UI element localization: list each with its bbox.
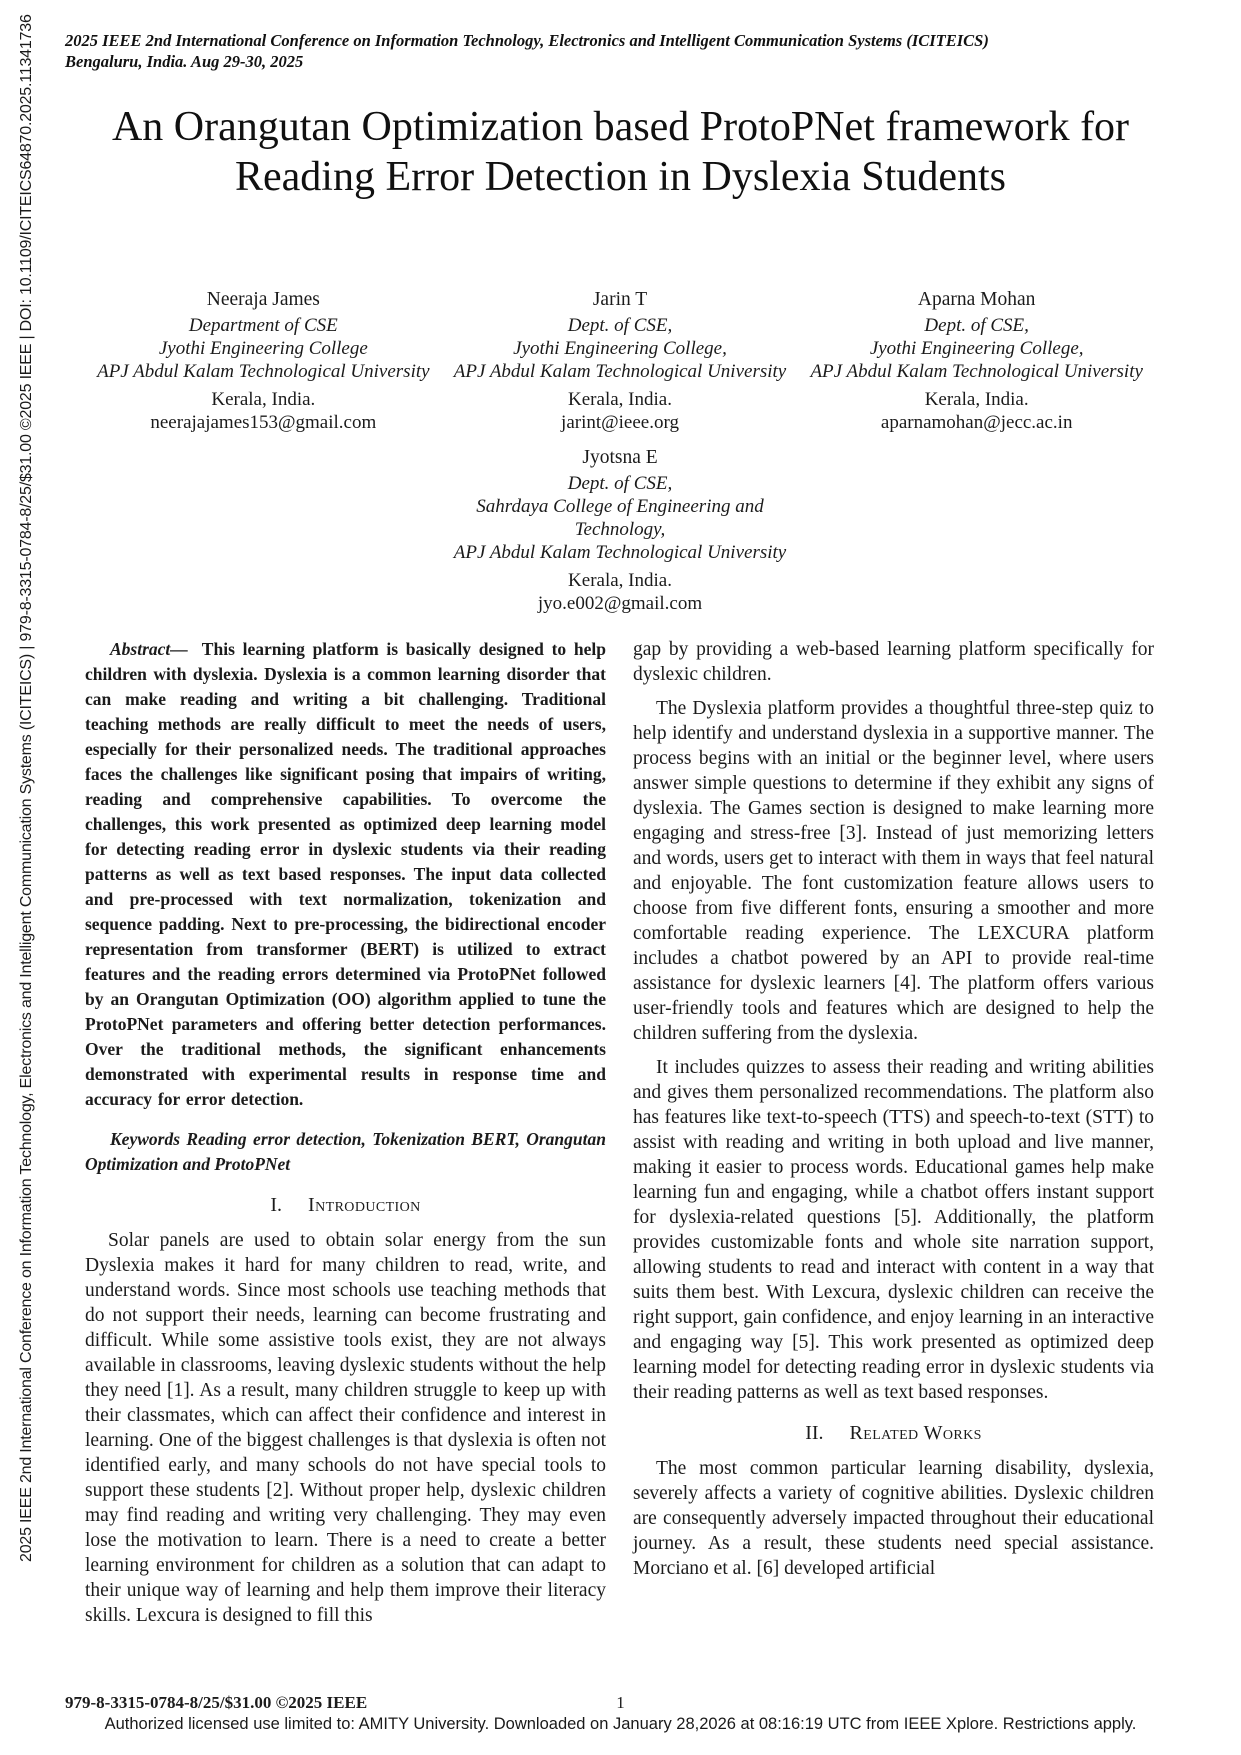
abstract-text: This learning platform is basically designed to help children with dyslexia. Dyslexia is a common learning disorder that can make reading and writing a bit challenging. Traditional teaching methods are really difficult to meet the needs of users, especially for their personalized needs. The traditional approaches faces the challenges like significant posing that impairs of writing, reading and comprehensive capabilities. To overcome the challenges, this work presented as optimized deep learning model for detecting reading error in dyslexic students via their reading patterns as well as text based responses. The input data collected and pre-processed with text normalization, tokenization and sequence padding. Next to pre-processing, the bidirectional encoder representation from transformer (BERT) is utilized to extract features and the reading errors determined via ProtoPNet followed by an Orangutan Optimization (OO) algorithm applied to tune the ProtoPNet parameters and offering better detection performances. Over the traditional methods, the significant enhancements demonstrated with experimental results in response time and accuracy for error detection. bbox=[85, 639, 606, 1109]
related-works-paragraph: The most common particular learning disability, dyslexia, severely affects a variety of cognitive abilities. Dyslexic children are consequently adversely impacted throughout their educational journey. As a result, these students need special assistance. Morciano et al. [6] developed artificial bbox=[633, 1458, 1154, 1579]
author-block-neeraja-james bbox=[97, 288, 429, 434]
introduction-paragraph-continuation: gap by providing a web-based learning platform specifically for dyslexic children. bbox=[633, 639, 1154, 685]
section-1-heading bbox=[85, 1193, 606, 1218]
author-university: APJ Abdul Kalam Technological University bbox=[810, 361, 1143, 382]
author-email: jyo.e002@gmail.com bbox=[537, 593, 703, 614]
author-dept: Dept. of CSE, bbox=[924, 315, 1029, 336]
author-column-3 bbox=[798, 288, 1155, 615]
author-university: APJ Abdul Kalam Technological University bbox=[453, 542, 787, 563]
author-college: Jyothi Engineering College, bbox=[869, 338, 1084, 359]
author-name: Jarin T bbox=[592, 289, 648, 310]
author-block-jyotsna-e bbox=[442, 446, 799, 615]
platform-features-paragraph: It includes quizzes to assess their reading and writing abilities and gives them personalized recommendations. The platform also has features like text-to-speech (TTS) and speech-to-text (STT) to assist with reading and writing in both upload and live manner, making it easier to process words. Educational games help make learning fun and engaging, while a chatbot offers instant support for dyslexia-related questions [5]. Additionally, the platform provides customizable fonts and whole site narration support, allowing students to read and interact with content in a way that suits them best. With Lexcura, dyslexic children can receive the right support, gain confidence, and enjoy learning in an interactive and engaging way [5]. This work presented as optimized deep learning model for detecting reading error in dyslexic students via their reading patterns as well as text based responses. bbox=[633, 1057, 1154, 1403]
author-location: Kerala, India. bbox=[211, 389, 316, 410]
author-university: APJ Abdul Kalam Technological University bbox=[453, 361, 787, 382]
author-column-1 bbox=[85, 288, 442, 615]
section-2-title: Related Works bbox=[849, 1422, 982, 1444]
author-dept: Department of CSE bbox=[188, 315, 338, 336]
section-2-heading bbox=[633, 1421, 1154, 1446]
author-block-aparna-mohan bbox=[810, 288, 1142, 434]
conference-venue-date: Bengaluru, India. Aug 29-30, 2025 bbox=[65, 52, 304, 71]
author-location: Kerala, India. bbox=[568, 389, 672, 410]
keywords: Keywords Reading error detection, Tokenization BERT, Orangutan Optimization and ProtoPNet bbox=[85, 1129, 606, 1174]
page-number: 1 bbox=[616, 1693, 625, 1712]
footer-copyright: 979-8-3315-0784-8/25/$31.00 ©2025 IEEE bbox=[65, 1693, 368, 1712]
author-university: APJ Abdul Kalam Technological University bbox=[97, 361, 430, 382]
platform-overview-paragraph: The Dyslexia platform provides a thoughtful three-step quiz to help identify and understand dyslexia in a supportive manner. The process begins with an initial or the beginner level, where users answer simple questions to determine if they exhibit any signs of dyslexia. The Games section is designed to make learning more engaging and stress-free [3]. Instead of just memorizing letters and words, users get to interact with them in ways that feel natural and enjoyable. The font customization feature allows users to choose from five different fonts, ensuring a smoother and more comfortable reading experience. The LEXCURA platform includes a chatbot powered by an API to provide real-time assistance for dyslexic learners [4]. The platform offers various user-friendly tools and features which are designed to help the children suffering from the dyslexia. bbox=[633, 698, 1154, 1044]
author-location: Kerala, India. bbox=[924, 389, 1029, 410]
abstract-label: Abstract— bbox=[110, 639, 188, 659]
section-1-title: Introduction bbox=[308, 1194, 421, 1216]
right-column bbox=[633, 637, 1154, 1590]
author-college: Jyothi Engineering College, bbox=[513, 338, 727, 359]
sidebar-citation-text: 2025 IEEE 2nd International Conference on Information Technology, Electronics and Intelligent Communication Systems (ICITEICS) | 979-8-3315-0784-8/25/$31.00 ©2025 IEEE | DOI: 10.1109/ICITEICS64870.2025.11341736 bbox=[18, 14, 35, 1562]
author-college: Jyothi Engineering College bbox=[158, 338, 368, 359]
left-column bbox=[85, 637, 606, 1637]
introduction-paragraph: Solar panels are used to obtain solar energy from the sun Dyslexia makes it hard for many children to read, write, and understand words. Since most schools use teaching methods that do not support their needs, learning can become frustrating and difficult. While some assistive tools exist, they are not always available in classrooms, leaving dyslexic students without the help they need [1]. As a result, many children struggle to keep up with their classmates, which can affect their confidence and interest in learning. One of the biggest challenges is that dyslexia is often not identified early, and many schools do not have special tools to support these students [2]. Without proper help, dyslexic children may find reading and writing very challenging. They may even lose the motivation to learn. There is a need to create a better learning environment for children as a solution that can adapt to their unique way of learning and help them improve their literacy skills. Lexcura is designed to fill this bbox=[85, 1230, 606, 1626]
conference-name: 2025 IEEE 2nd International Conference on Information Technology, Electronics and Intelligent Communication Systems (ICITEICS) bbox=[65, 31, 989, 50]
author-name: Jyotsna E bbox=[582, 447, 658, 468]
section-2-number: II. bbox=[805, 1422, 824, 1444]
author-email: jarint@ieee.org bbox=[561, 412, 679, 433]
author-dept: Dept. of CSE, bbox=[567, 315, 673, 336]
abstract bbox=[85, 637, 606, 1112]
author-name: Neeraja James bbox=[206, 289, 320, 310]
conference-header bbox=[65, 30, 1161, 72]
author-column-2 bbox=[442, 288, 799, 615]
author-location: Kerala, India. bbox=[568, 570, 672, 591]
footer-license-notice: Authorized licensed use limited to: AMITY University. Downloaded on January 28,2026 at 08:16:19 UTC from IEEE Xplore. Restrictions apply. bbox=[104, 1715, 1137, 1733]
authors-block bbox=[85, 288, 1155, 615]
author-dept: Dept. of CSE, bbox=[567, 473, 673, 494]
author-block-jarin-t bbox=[454, 288, 786, 434]
author-email: neerajajames153@gmail.com bbox=[150, 412, 377, 433]
section-1-number: I. bbox=[270, 1194, 283, 1216]
author-name: Aparna Mohan bbox=[917, 289, 1036, 310]
paper-title: An Orangutan Optimization based ProtoPNet framework for Reading Error Detection in Dyslexia Students bbox=[111, 104, 1130, 200]
author-email: aparnamohan@jecc.ac.in bbox=[880, 412, 1073, 433]
author-college: Sahrdaya College of Engineering and Technology, bbox=[476, 496, 764, 540]
